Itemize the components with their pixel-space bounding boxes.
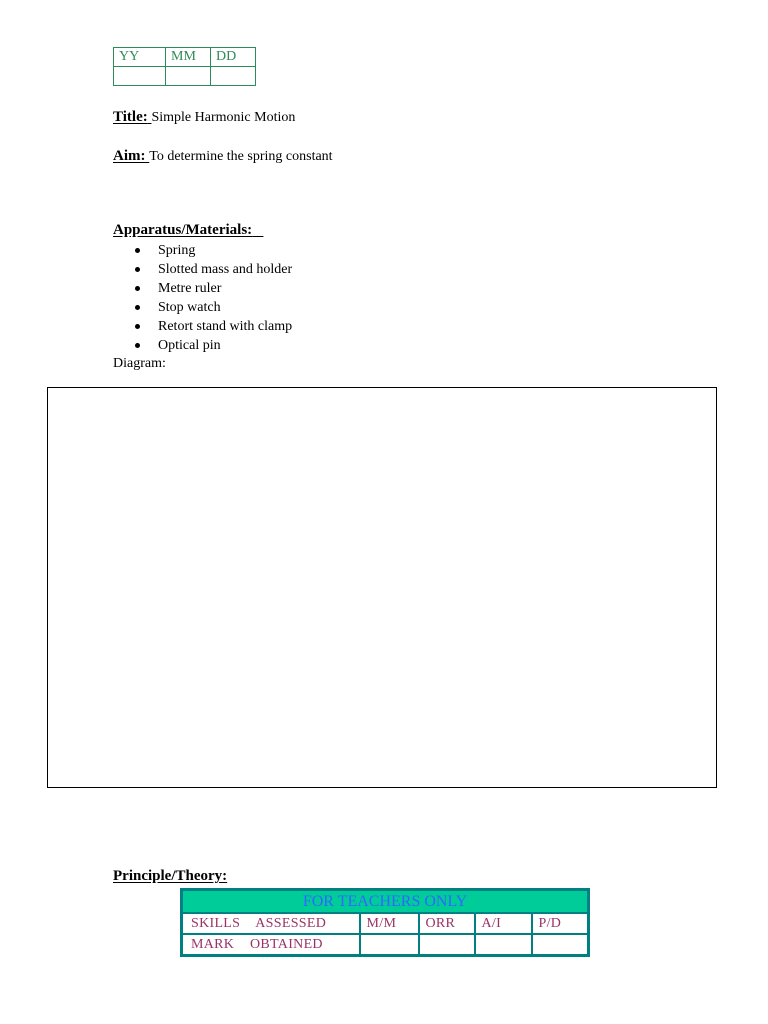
date-month-header: MM — [166, 48, 211, 67]
date-day-cell — [211, 67, 256, 86]
list-item — [113, 336, 292, 355]
aim-line — [113, 147, 333, 166]
date-year-cell — [114, 67, 166, 86]
apparatus-heading — [113, 221, 263, 240]
diagram-label: Diagram: — [113, 356, 166, 371]
bullet-icon — [135, 286, 140, 291]
list-item — [113, 317, 292, 336]
mark-obtained-label: MARK OBTAINED — [182, 934, 360, 956]
list-item — [113, 241, 292, 260]
bullet-icon — [135, 305, 140, 310]
title-value: Simple Harmonic Motion — [151, 110, 296, 125]
apparatus-label-gap — [252, 222, 263, 238]
teachers-heading-row — [182, 890, 589, 914]
title-label: Title: — [113, 109, 148, 125]
title-label-wrap — [113, 109, 151, 125]
diagram-box — [47, 387, 717, 788]
aim-label-wrap — [113, 148, 149, 164]
apparatus-list — [113, 241, 292, 355]
mark-ai-cell — [475, 934, 532, 956]
teachers-heading: FOR TEACHERS ONLY — [182, 890, 589, 914]
skills-row — [182, 913, 589, 934]
skill-column-ai: A/I — [475, 913, 532, 934]
date-value-row — [114, 67, 256, 86]
mark-orr-cell — [419, 934, 475, 956]
mark-row — [182, 934, 589, 956]
date-month-cell — [166, 67, 211, 86]
date-table — [113, 47, 256, 86]
bullet-icon — [135, 343, 140, 348]
principle-heading — [113, 867, 227, 886]
list-item-text: Optical pin — [158, 338, 221, 353]
list-item-text: Stop watch — [158, 300, 221, 315]
list-item-text: Slotted mass and holder — [158, 262, 293, 277]
mark-pd-cell — [532, 934, 589, 956]
skill-column-pd: P/D — [532, 913, 589, 934]
principle-label: Principle/Theory: — [113, 868, 228, 884]
date-year-header: YY — [114, 48, 166, 67]
title-line — [113, 108, 295, 127]
list-item — [113, 298, 292, 317]
list-item-text: Retort stand with clamp — [158, 319, 293, 334]
bullet-icon — [135, 267, 140, 272]
list-item — [113, 279, 292, 298]
list-item-text: Metre ruler — [158, 281, 222, 296]
bullet-icon — [135, 248, 140, 253]
list-item-text: Spring — [158, 243, 196, 258]
apparatus-label-wrap — [113, 222, 263, 238]
date-header-row — [114, 48, 256, 67]
list-item — [113, 260, 292, 279]
date-day-header: DD — [211, 48, 256, 67]
mark-mm-cell — [360, 934, 419, 956]
aim-label: Aim: — [113, 148, 146, 164]
bullet-icon — [135, 324, 140, 329]
skill-column-orr: ORR — [419, 913, 475, 934]
skill-column-mm: M/M — [360, 913, 419, 934]
aim-value: To determine the spring constant — [149, 149, 333, 164]
skills-assessed-label: SKILLS ASSESSED — [182, 913, 360, 934]
apparatus-label: Apparatus/Materials: — [113, 222, 253, 238]
teachers-table — [180, 888, 590, 957]
